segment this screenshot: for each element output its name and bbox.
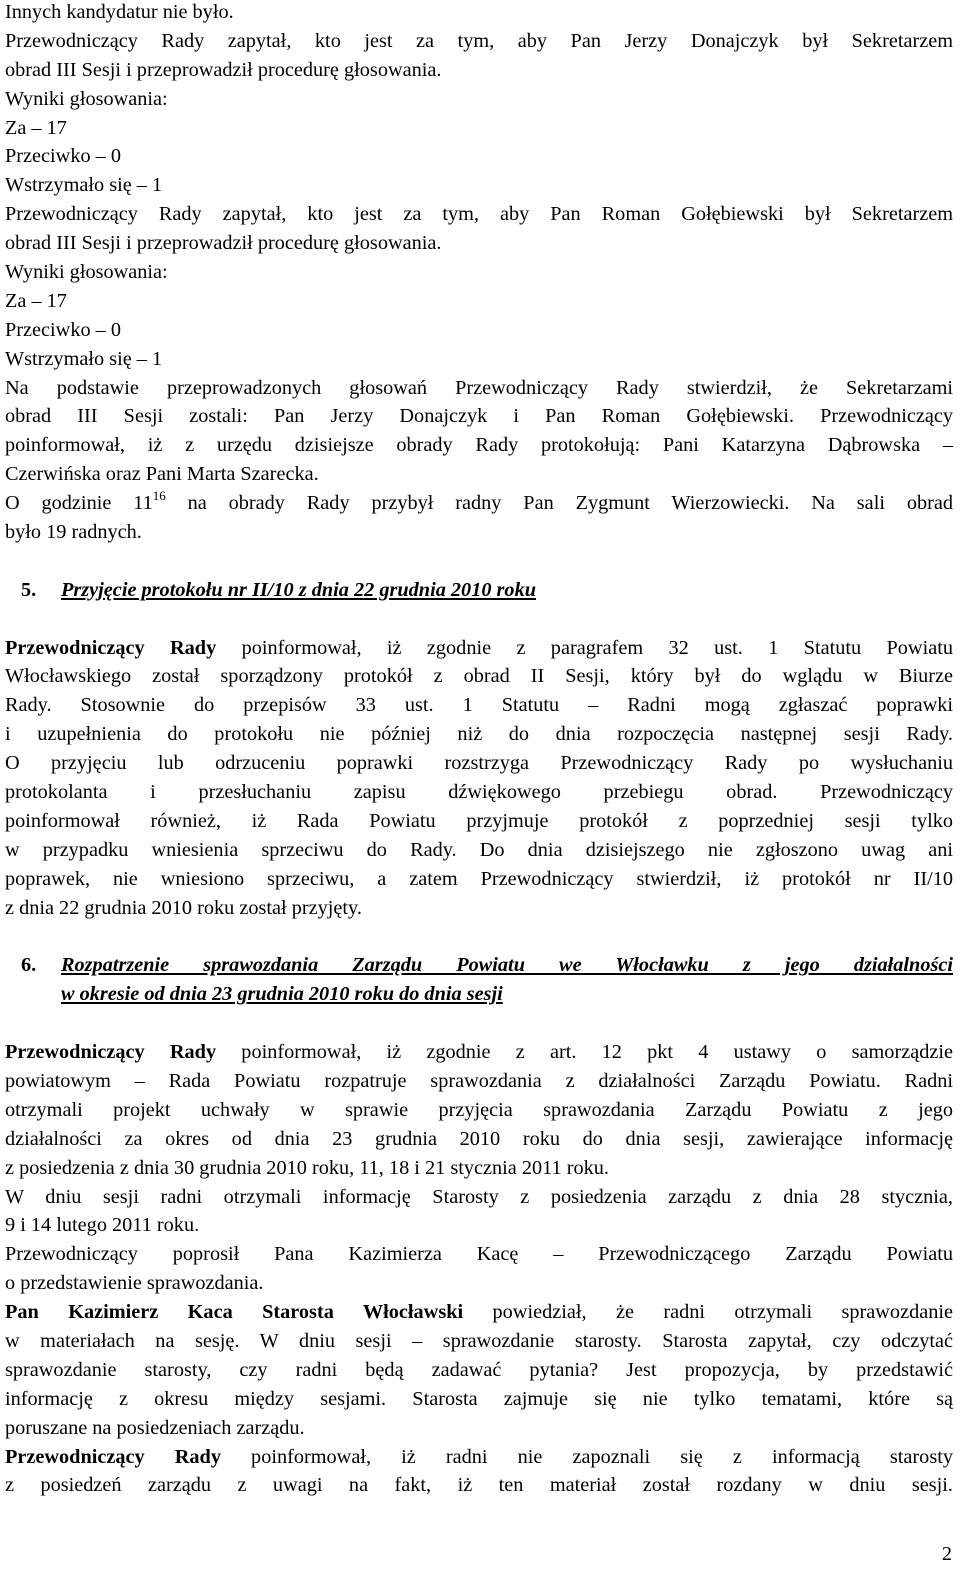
text-line: Za – 17: [5, 116, 67, 139]
text-line: [5, 489, 953, 518]
text-line: Za – 17: [5, 289, 67, 312]
section-title: Przyjęcie protokołu nr II/10 z dnia 22 grudnia 2010 roku: [61, 578, 536, 601]
text-line: otrzymali projekt uchwały w sprawie przyjęcia sprawozdania Zarządu Powiatu z jego: [5, 1098, 953, 1121]
text-line: i uzupełnienia do protokołu nie później niż do dnia rozpoczęcia następnej sesji Rady.: [5, 723, 953, 746]
text-fragment: O godzinie 11: [5, 492, 153, 515]
text-line: z posiedzenia z dnia 30 grudnia 2010 roku, 11, 18 i 21 stycznia 2011 roku.: [5, 1156, 609, 1179]
text-line: Wyniki głosowania:: [5, 87, 168, 110]
speaker-name: Przewodniczący Rady: [5, 636, 217, 659]
text-fragment: na obrady Rady przybył radny Pan Zygmunt Wierzowiecki. Na sali obrad: [165, 492, 953, 515]
text-line: poruszane na posiedzeniach zarządu.: [5, 1416, 305, 1439]
text-line: powiatowym – Rada Powiatu rozpatruje sprawozdania z działalności Zarządu Powiatu. Radni: [5, 1069, 953, 1092]
section-number: 6.: [21, 954, 37, 977]
text-line: Przewodniczący poprosił Pana Kazimierza Kacę – Przewodniczącego Zarządu Powiatu: [5, 1243, 953, 1266]
speaker-name: Przewodniczący Rady: [5, 1445, 221, 1468]
text-line: było 19 radnych.: [5, 521, 142, 544]
text-line: informację z okresu między sesjami. Starosta zajmuje się nie tylko tematami, które są: [5, 1387, 953, 1410]
text-line: [5, 1443, 953, 1472]
text-line: Na podstawie przeprowadzonych głosowań Przewodniczący Rady stwierdził, że Sekretarzami: [5, 376, 953, 399]
document-page: [5, 0, 953, 1500]
text-line: 9 i 14 lutego 2011 roku.: [5, 1214, 200, 1237]
text-line: z posiedzeń zarządu z uwagi na fakt, iż ten materiał został rozdany w dniu sesji.: [5, 1474, 953, 1497]
section-heading-5: [5, 576, 953, 605]
text-line: działalności za okres od dnia 23 grudnia 2010 roku do dnia sesji, zawierające informację: [5, 1127, 953, 1150]
text-fragment: poinformował, iż radni nie zapoznali się z informacją starosty: [220, 1445, 953, 1468]
section-title: Rozpatrzenie sprawozdania Zarządu Powiatu we Włocławku z jego działalności: [61, 954, 953, 977]
text-line: [5, 634, 953, 663]
text-line: w materiałach na sesję. W dniu sesji – sprawozdanie starosty. Starosta zapytał, czy odczytać: [5, 1329, 953, 1352]
text-fragment: powiedział, że radni otrzymali sprawozdanie: [463, 1301, 953, 1324]
text-line: poprawek, nie wniesiono sprzeciwu, a zatem Przewodniczący stwierdził, iż protokół nr II/10: [5, 867, 953, 890]
text-line: Przewodniczący Rady zapytał, kto jest za tym, aby Pan Jerzy Donajczyk był Sekretarzem: [5, 29, 953, 52]
text-line: Włocławskiego został sporządzony protokół z obrad II Sesji, który był do wglądu w Biurze: [5, 665, 953, 688]
text-line: [5, 1298, 953, 1327]
text-line: obrad III Sesji i przeprowadził procedurę głosowania.: [5, 232, 442, 255]
blank-line: [5, 605, 953, 634]
text-line: obrad III Sesji zostali: Pan Jerzy Donajczyk i Pan Roman Gołębiewski. Przewodniczący: [5, 405, 953, 428]
blank-line: [5, 1009, 953, 1038]
text-fragment: poinformował, iż zgodnie z art. 12 pkt 4 ustawy o samorządzie: [216, 1041, 953, 1064]
text-line: [5, 1038, 953, 1067]
text-line: Wstrzymało się – 1: [5, 174, 163, 197]
text-line: protokolanta i przesłuchaniu zapisu dźwiękowego przebiegu obrad. Przewodniczący: [5, 781, 953, 804]
section-heading-6-cont: [5, 980, 953, 1009]
text-line: z dnia 22 grudnia 2010 roku został przyjęty.: [5, 896, 362, 919]
text-line: sprawozdanie starosty, czy radni będą zadawać pytania? Jest propozycja, by przedstawić: [5, 1358, 953, 1381]
text-line: Wstrzymało się – 1: [5, 347, 163, 370]
text-line: Czerwińska oraz Pani Marta Szarecka.: [5, 463, 319, 486]
text-line: Przeciwko – 0: [5, 145, 122, 168]
text-line: Przewodniczący Rady zapytał, kto jest za tym, aby Pan Roman Gołębiewski był Sekretarzem: [5, 203, 953, 226]
page-number: 2: [941, 1543, 952, 1565]
text-line: Wyniki głosowania:: [5, 261, 168, 284]
blank-line: [5, 923, 953, 952]
text-line: Rady. Stosownie do przepisów 33 ust. 1 Statutu – Radni mogą zgłaszać poprawki: [5, 694, 953, 717]
text-line: poinformował również, iż Rada Powiatu przyjmuje protokół z poprzedniej sesji tylko: [5, 809, 953, 832]
text-line: o przedstawienie sprawozdania.: [5, 1272, 264, 1295]
text-fragment: poinformował, iż zgodnie z paragrafem 32 ust. 1 Statutu Powiatu: [216, 636, 953, 659]
text-line: Przeciwko – 0: [5, 318, 122, 341]
speaker-name: Pan Kazimierz Kaca Starosta Włocławski: [5, 1301, 464, 1324]
text-line: Innych kandydatur nie było.: [5, 1, 234, 23]
text-line: w przypadku wniesienia sprzeciwu do Rady. Do dnia dzisiejszego nie zgłoszono uwag ani: [5, 838, 953, 861]
blank-line: [5, 547, 953, 576]
section-title: w okresie od dnia 23 grudnia 2010 roku do dnia sesji: [61, 983, 503, 1006]
section-heading-6: [5, 951, 953, 980]
speaker-name: Przewodniczący Rady: [5, 1041, 217, 1064]
text-line: W dniu sesji radni otrzymali informację Starosty z posiedzenia zarządu z dnia 28 stycznia,: [5, 1185, 953, 1208]
text-line: obrad III Sesji i przeprowadził procedurę głosowania.: [5, 58, 442, 81]
text-line: O przyjęciu lub odrzuceniu poprawki rozstrzyga Przewodniczący Rady po wysłuchaniu: [5, 752, 953, 775]
section-number: 5.: [21, 578, 37, 601]
superscript: 16: [152, 488, 166, 504]
text-line: poinformował, iż z urzędu dzisiejsze obrady Rady protokołują: Pani Katarzyna Dąbrowska –: [5, 434, 953, 457]
